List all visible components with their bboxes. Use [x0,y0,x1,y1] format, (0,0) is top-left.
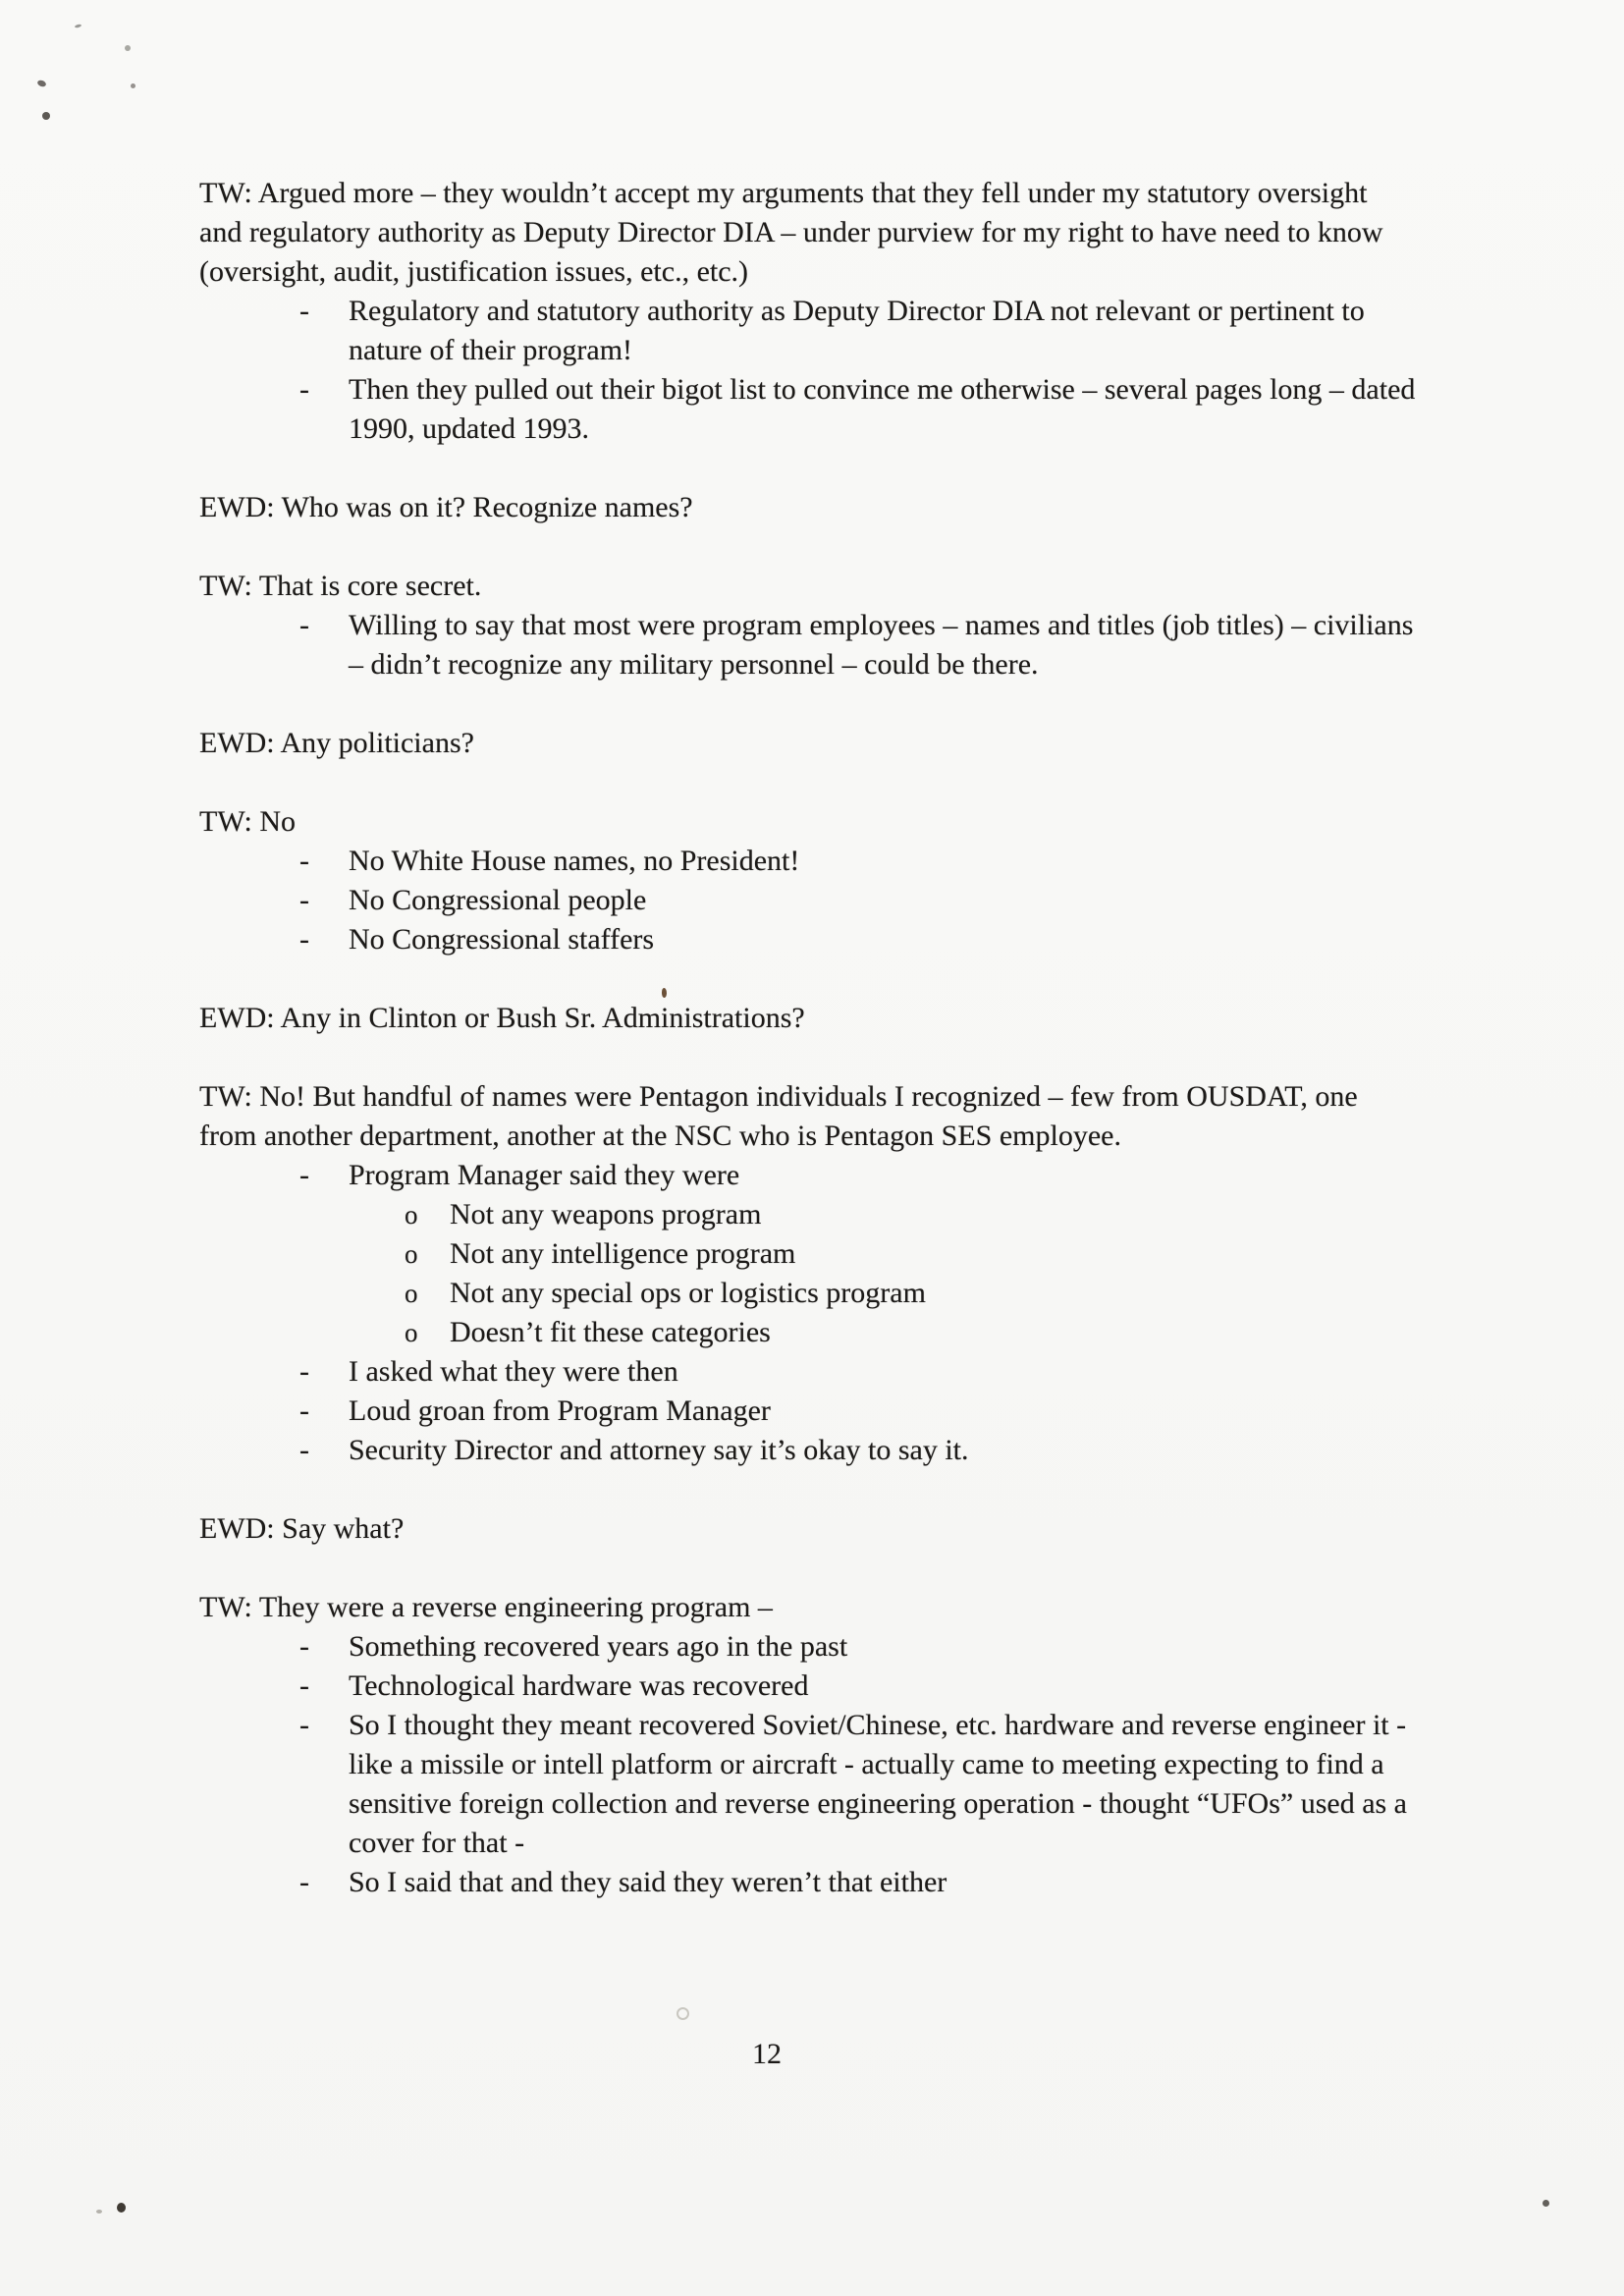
bullet-item [199,370,1427,449]
scan-speck [131,83,135,88]
sub-bullet-item-text: Not any special ops or logistics program [450,1277,926,1309]
dash-bullet-icon: - [299,1709,309,1741]
bullet-item-text: So I said that and they said they weren’t that either [349,1866,947,1898]
dash-bullet-icon: - [299,1669,309,1702]
bullet-item [199,1667,1427,1706]
dialogue-tw: TW: Argued more – they wouldn’t accept my arguments that they fell under my statutory oversight and regulatory authority as Deputy Director DIA – under purview for my right to have need to know (oversight, audit, justification issues, etc., etc.) [199,177,1383,288]
dialogue-ewd: EWD: Any politicians? [199,727,474,759]
bullet-item-text: Then they pulled out their bigot list to convince me otherwise – several pages long – dated 1990, updated 1993. [349,373,1416,445]
dialogue-tw: TW: No! But handful of names were Pentagon individuals I recognized – few from OUSDAT, one from another department, another at the NSC who is Pentagon SES employee. [199,1080,1358,1152]
bullet-item [199,1627,1427,1667]
dialogue-tw: TW: No [199,805,297,838]
bullet-item-text: Program Manager said they were [349,1159,740,1191]
dash-bullet-icon: - [299,845,309,877]
dash-bullet-icon: - [299,884,309,916]
circle-bullet-icon: o [405,1239,418,1269]
dash-bullet-icon: - [299,1434,309,1466]
scan-speck [42,112,50,120]
bullet-item [199,1392,1427,1431]
sub-bullet-item [199,1195,1427,1234]
bullet-item-text: Loud groan from Program Manager [349,1394,771,1427]
bullet-item-text: So I thought they meant recovered Soviet/Chinese, etc. hardware and reverse engineer it - like a missile or intell platform or aircraft - actually came to meeting expecting to find a sensitive foreign collection and reverse engineering operation - thought “UFOs” used as a cover for that - [349,1709,1407,1859]
bullet-item-text: No Congressional staffers [349,923,655,956]
dash-bullet-icon: - [299,923,309,956]
dash-bullet-icon: - [299,1355,309,1388]
transcript-body [199,174,1427,1902]
bullet-item-text: Something recovered years ago in the past [349,1630,848,1663]
sub-bullet-item-text: Doesn’t fit these categories [450,1316,771,1348]
dialogue-tw: TW: They were a reverse engineering program – [199,1591,773,1623]
scan-speck [677,2007,689,2020]
dash-bullet-icon: - [299,373,309,406]
bullet-item-text: Technological hardware was recovered [349,1669,809,1702]
dialogue-ewd: EWD: Any in Clinton or Bush Sr. Administrations? [199,1002,805,1034]
scan-speck [36,80,47,88]
dash-bullet-icon: - [299,1630,309,1663]
dialogue-ewd: EWD: Say what? [199,1512,405,1545]
bullet-item [199,1156,1427,1195]
bullet-item-text: I asked what they were then [349,1355,678,1388]
bullet-item [199,292,1427,370]
bullet-item [199,1863,1427,1902]
bullet-item [199,1431,1427,1470]
dash-bullet-icon: - [299,1159,309,1191]
sub-bullet-item [199,1274,1427,1313]
bullet-item [199,920,1427,959]
dash-bullet-icon: - [299,609,309,641]
dialogue-tw: TW: That is core secret. [199,570,482,602]
circle-bullet-icon: o [405,1200,418,1230]
sub-bullet-item [199,1313,1427,1352]
sub-bullet-item-text: Not any weapons program [450,1198,762,1230]
bullet-item [199,881,1427,920]
dash-bullet-icon: - [299,1394,309,1427]
sub-bullet-item-text: Not any intelligence program [450,1237,796,1270]
bullet-item [199,1352,1427,1392]
scan-speck [75,24,82,28]
page-number: 12 [752,2038,782,2070]
bullet-item [199,606,1427,684]
bullet-item-text: No Congressional people [349,884,647,916]
scan-speck [125,45,131,51]
bullet-item-text: Regulatory and statutory authority as Deputy Director DIA not relevant or pertinent to nature of their program! [349,295,1365,366]
circle-bullet-icon: o [405,1318,418,1347]
dialogue-ewd: EWD: Who was on it? Recognize names? [199,491,693,523]
bullet-item [199,1706,1427,1863]
scan-speck [662,988,667,998]
bullet-item-text: Willing to say that most were program employees – names and titles (job titles) – civilians – didn’t recognize any military personnel – could be there. [349,609,1414,681]
bullet-item-text: No White House names, no President! [349,845,800,877]
dash-bullet-icon: - [299,295,309,327]
sub-bullet-item [199,1234,1427,1274]
scan-speck [117,2203,126,2213]
scan-speck [96,2210,102,2214]
bullet-item [199,842,1427,881]
dash-bullet-icon: - [299,1866,309,1898]
bullet-item-text: Security Director and attorney say it’s okay to say it. [349,1434,969,1466]
scan-speck [1543,2200,1549,2207]
circle-bullet-icon: o [405,1279,418,1308]
